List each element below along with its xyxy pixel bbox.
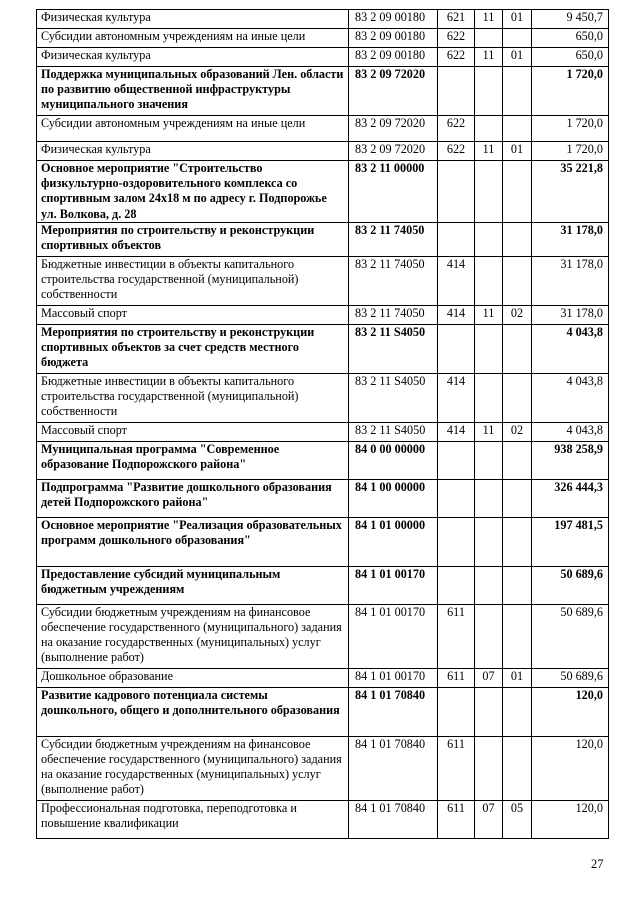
cell-expense-type: 414 <box>438 422 475 441</box>
cell-expense-type <box>438 517 475 566</box>
cell-subsection: 01 <box>503 668 532 687</box>
cell-amount: 35 221,8 <box>532 161 609 223</box>
cell-subsection <box>503 441 532 479</box>
cell-name: Поддержка муниципальных образований Лен. области по развитию общественной инфраструктуры муниципального значения <box>37 67 349 116</box>
cell-expense-type <box>438 161 475 223</box>
cell-amount: 4 043,8 <box>532 324 609 373</box>
cell-subsection <box>503 736 532 800</box>
table-row <box>37 479 609 517</box>
budget-table-body <box>37 10 609 839</box>
cell-section: 07 <box>475 668 503 687</box>
cell-section <box>475 517 503 566</box>
cell-code: 84 1 01 70840 <box>349 687 438 736</box>
cell-section <box>475 441 503 479</box>
cell-section <box>475 566 503 604</box>
cell-section <box>475 222 503 256</box>
cell-amount: 31 178,0 <box>532 256 609 305</box>
table-row <box>37 517 609 566</box>
cell-expense-type: 621 <box>438 10 475 29</box>
table-row <box>37 222 609 256</box>
cell-amount: 650,0 <box>532 48 609 67</box>
table-row <box>37 373 609 422</box>
cell-section <box>475 161 503 223</box>
cell-subsection <box>503 324 532 373</box>
cell-expense-type <box>438 67 475 116</box>
cell-expense-type: 611 <box>438 736 475 800</box>
cell-subsection: 01 <box>503 10 532 29</box>
cell-expense-type <box>438 441 475 479</box>
table-row <box>37 48 609 67</box>
cell-name: Подпрограмма "Развитие дошкольного образования детей Подпорожского района" <box>37 479 349 517</box>
cell-section <box>475 256 503 305</box>
cell-name: Субсидии бюджетным учреждениям на финансовое обеспечение государственного (муниципального) задания на оказание государственных (муниципальных) услуг (выполнение работ) <box>37 604 349 668</box>
cell-subsection <box>503 67 532 116</box>
page-number: 27 <box>591 857 604 871</box>
cell-subsection: 05 <box>503 800 532 838</box>
cell-subsection <box>503 687 532 736</box>
cell-code: 83 2 11 00000 <box>349 161 438 223</box>
cell-expense-type: 414 <box>438 305 475 324</box>
cell-code: 84 1 01 00170 <box>349 566 438 604</box>
cell-section: 11 <box>475 142 503 161</box>
cell-code: 84 1 01 00170 <box>349 668 438 687</box>
cell-section: 07 <box>475 800 503 838</box>
cell-name: Мероприятия по строительству и реконструкции спортивных объектов <box>37 222 349 256</box>
cell-name: Массовый спорт <box>37 305 349 324</box>
table-row <box>37 324 609 373</box>
cell-name: Предоставление субсидий муниципальным бюджетным учреждениям <box>37 566 349 604</box>
cell-code: 83 2 11 74050 <box>349 305 438 324</box>
cell-subsection: 01 <box>503 48 532 67</box>
cell-code: 83 2 11 S4050 <box>349 373 438 422</box>
cell-subsection <box>503 479 532 517</box>
cell-name: Субсидии автономным учреждениям на иные цели <box>37 116 349 142</box>
table-row <box>37 142 609 161</box>
cell-section <box>475 324 503 373</box>
cell-name: Основное мероприятие "Строительство физкультурно-оздоровительного комплекса со спортивным залом 24х18 м по адресу г. Подпорожье ул. Волкова, д. 28 <box>37 161 349 223</box>
cell-section <box>475 373 503 422</box>
cell-name: Бюджетные инвестиции в объекты капитального строительства государственной (муниципальной) собственности <box>37 256 349 305</box>
cell-name: Субсидии автономным учреждениям на иные цели <box>37 29 349 48</box>
cell-code: 84 1 01 00170 <box>349 604 438 668</box>
cell-code: 83 2 09 72020 <box>349 67 438 116</box>
budget-table <box>36 9 609 839</box>
cell-amount: 120,0 <box>532 736 609 800</box>
cell-name: Профессиональная подготовка, переподготовка и повышение квалификации <box>37 800 349 838</box>
cell-subsection <box>503 116 532 142</box>
cell-subsection <box>503 373 532 422</box>
cell-expense-type: 622 <box>438 29 475 48</box>
cell-amount: 120,0 <box>532 800 609 838</box>
cell-code: 83 2 11 S4050 <box>349 324 438 373</box>
cell-code: 84 1 00 00000 <box>349 479 438 517</box>
cell-amount: 9 450,7 <box>532 10 609 29</box>
table-row <box>37 422 609 441</box>
cell-subsection <box>503 256 532 305</box>
table-row <box>37 10 609 29</box>
cell-section <box>475 29 503 48</box>
cell-subsection: 02 <box>503 422 532 441</box>
cell-subsection: 01 <box>503 142 532 161</box>
cell-amount: 1 720,0 <box>532 67 609 116</box>
cell-amount: 1 720,0 <box>532 142 609 161</box>
cell-amount: 326 444,3 <box>532 479 609 517</box>
cell-code: 83 2 09 72020 <box>349 142 438 161</box>
cell-code: 83 2 11 S4050 <box>349 422 438 441</box>
cell-amount: 31 178,0 <box>532 305 609 324</box>
cell-amount: 4 043,8 <box>532 422 609 441</box>
table-row <box>37 305 609 324</box>
table-row <box>37 67 609 116</box>
cell-subsection <box>503 29 532 48</box>
cell-code: 84 1 01 00000 <box>349 517 438 566</box>
cell-subsection <box>503 566 532 604</box>
cell-section <box>475 67 503 116</box>
table-row <box>37 116 609 142</box>
cell-section <box>475 604 503 668</box>
cell-expense-type: 622 <box>438 116 475 142</box>
table-row <box>37 29 609 48</box>
cell-subsection <box>503 604 532 668</box>
table-row <box>37 800 609 838</box>
table-row <box>37 604 609 668</box>
cell-subsection <box>503 161 532 223</box>
cell-name: Дошкольное образование <box>37 668 349 687</box>
table-row <box>37 687 609 736</box>
cell-expense-type: 414 <box>438 373 475 422</box>
cell-code: 83 2 09 00180 <box>349 48 438 67</box>
cell-name: Основное мероприятие "Реализация образовательных программ дошкольного образования" <box>37 517 349 566</box>
cell-expense-type: 414 <box>438 256 475 305</box>
cell-amount: 50 689,6 <box>532 604 609 668</box>
cell-expense-type: 622 <box>438 48 475 67</box>
cell-amount: 50 689,6 <box>532 668 609 687</box>
cell-section <box>475 687 503 736</box>
cell-code: 84 0 00 00000 <box>349 441 438 479</box>
table-row <box>37 161 609 223</box>
cell-section <box>475 479 503 517</box>
cell-amount: 50 689,6 <box>532 566 609 604</box>
cell-subsection <box>503 517 532 566</box>
cell-expense-type <box>438 222 475 256</box>
table-row <box>37 441 609 479</box>
cell-amount: 120,0 <box>532 687 609 736</box>
cell-section <box>475 736 503 800</box>
cell-expense-type <box>438 566 475 604</box>
cell-section: 11 <box>475 422 503 441</box>
cell-name: Развитие кадрового потенциала системы дошкольного, общего и дополнительного образования <box>37 687 349 736</box>
cell-amount: 1 720,0 <box>532 116 609 142</box>
cell-expense-type <box>438 324 475 373</box>
cell-amount: 650,0 <box>532 29 609 48</box>
cell-expense-type: 611 <box>438 604 475 668</box>
table-row <box>37 256 609 305</box>
cell-expense-type: 611 <box>438 800 475 838</box>
cell-expense-type <box>438 479 475 517</box>
table-row <box>37 668 609 687</box>
cell-name: Массовый спорт <box>37 422 349 441</box>
cell-code: 83 2 09 00180 <box>349 10 438 29</box>
cell-name: Физическая культура <box>37 48 349 67</box>
table-row <box>37 566 609 604</box>
cell-section: 11 <box>475 48 503 67</box>
cell-name: Мероприятия по строительству и реконструкции спортивных объектов за счет средств местного бюджета <box>37 324 349 373</box>
cell-name: Физическая культура <box>37 142 349 161</box>
cell-name: Субсидии бюджетным учреждениям на финансовое обеспечение государственного (муниципального) задания на оказание государственных (муниципальных) услуг (выполнение работ) <box>37 736 349 800</box>
cell-code: 83 2 09 72020 <box>349 116 438 142</box>
cell-name: Бюджетные инвестиции в объекты капитального строительства государственной (муниципальной) собственности <box>37 373 349 422</box>
cell-section: 11 <box>475 305 503 324</box>
cell-amount: 4 043,8 <box>532 373 609 422</box>
cell-amount: 31 178,0 <box>532 222 609 256</box>
cell-expense-type: 611 <box>438 668 475 687</box>
cell-expense-type: 622 <box>438 142 475 161</box>
cell-code: 84 1 01 70840 <box>349 800 438 838</box>
cell-subsection <box>503 222 532 256</box>
cell-subsection: 02 <box>503 305 532 324</box>
cell-expense-type <box>438 687 475 736</box>
cell-name: Физическая культура <box>37 10 349 29</box>
cell-code: 84 1 01 70840 <box>349 736 438 800</box>
cell-code: 83 2 11 74050 <box>349 222 438 256</box>
table-row <box>37 736 609 800</box>
cell-section: 11 <box>475 10 503 29</box>
cell-name: Муниципальная программа "Современное образование Подпорожского района" <box>37 441 349 479</box>
cell-amount: 938 258,9 <box>532 441 609 479</box>
cell-code: 83 2 09 00180 <box>349 29 438 48</box>
cell-code: 83 2 11 74050 <box>349 256 438 305</box>
cell-section <box>475 116 503 142</box>
cell-amount: 197 481,5 <box>532 517 609 566</box>
